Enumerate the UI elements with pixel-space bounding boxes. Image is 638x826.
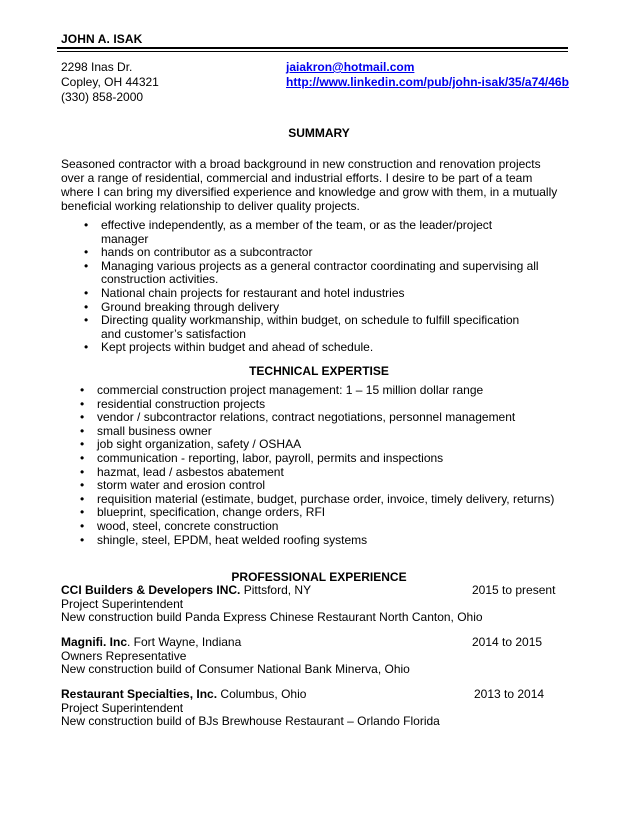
job-role: Owners Representative xyxy=(61,648,187,663)
header-divider-thin xyxy=(57,51,568,52)
phone-number: (330) 858-2000 xyxy=(61,90,144,104)
technical-bullet: • wood, steel, concrete construction xyxy=(97,520,557,534)
technical-bullet: • hazmat, lead / asbestos abatement xyxy=(97,466,557,480)
technical-bullet: • job sight organization, safety / OSHAA xyxy=(97,438,557,452)
job-entry xyxy=(61,584,561,625)
job-header xyxy=(61,584,561,598)
job-company: Magnifi. Inc xyxy=(61,635,127,649)
summary-paragraph: Seasoned contractor with a broad background in new construction and renovation projects over a range of residential, commercial and industrial efforts. I desire to be part of a team where I can bring my diversified experience and knowledge and grow with them, in a mutually beneficial working relationship to deliver quality projects. xyxy=(61,157,558,213)
linkedin-link[interactable]: http://www.linkedin.com/pub/john-isak/35/a74/46b xyxy=(286,75,569,89)
technical-bullet: • blueprint, specification, change orders, RFI xyxy=(97,506,557,520)
technical-bullet-list xyxy=(97,384,557,547)
summary-bullet: • hands on contributor as a subcontractor xyxy=(101,246,541,260)
job-dates: 2013 to 2014 xyxy=(474,687,545,701)
summary-bullet: • Kept projects within budget and ahead of schedule. xyxy=(101,341,541,355)
summary-bullet: • Managing various projects as a general contractor coordinating and supervising all construction activities. xyxy=(101,260,541,287)
job-role: Project Superintendent xyxy=(61,596,184,611)
job-location: Pittsford, NY xyxy=(240,583,312,597)
summary-bullet: • National chain projects for restaurant and hotel industries xyxy=(101,287,541,301)
job-company: CCI Builders & Developers INC. xyxy=(61,583,241,597)
technical-bullet: • requisition material (estimate, budget, purchase order, invoice, timely delivery, returns) xyxy=(97,493,557,507)
technical-bullet: • vendor / subcontractor relations, contract negotiations, personnel management xyxy=(97,411,557,425)
job-description: New construction build of Consumer National Bank Minerva, Ohio xyxy=(61,662,410,676)
contact-links-block xyxy=(286,60,569,90)
job-header xyxy=(61,688,561,702)
job-role: Project Superintendent xyxy=(61,700,184,715)
summary-bullet: • Ground breaking through delivery xyxy=(101,301,541,315)
summary-heading: SUMMARY xyxy=(288,126,350,140)
email-link[interactable]: jaiakron@hotmail.com xyxy=(286,60,415,74)
job-description: New construction build of BJs Brewhouse Restaurant – Orlando Florida xyxy=(61,714,440,728)
professional-experience-heading: PROFESSIONAL EXPERIENCE xyxy=(231,570,407,584)
technical-bullet: • storm water and erosion control xyxy=(97,479,557,493)
job-entry xyxy=(61,688,561,729)
job-company: Restaurant Specialties, Inc. xyxy=(61,687,218,701)
technical-expertise-heading: TECHNICAL EXPERTISE xyxy=(249,364,389,378)
job-location: . Fort Wayne, Indiana xyxy=(127,635,242,649)
technical-bullet: • residential construction projects xyxy=(97,398,557,412)
technical-bullet: • commercial construction project management: 1 – 15 million dollar range xyxy=(97,384,557,398)
summary-bullet: • Directing quality workmanship, within budget, on schedule to fulfill specification and customer’s satisfaction xyxy=(101,314,541,341)
job-description: New construction build Panda Express Chinese Restaurant North Canton, Ohio xyxy=(61,610,483,624)
address-line-2: Copley, OH 44321 xyxy=(61,75,159,89)
contact-address-block xyxy=(61,60,159,105)
summary-bullet-list xyxy=(101,219,541,355)
candidate-name: JOHN A. ISAK xyxy=(61,32,143,46)
technical-bullet: • small business owner xyxy=(97,425,557,439)
job-entry xyxy=(61,636,561,677)
technical-bullet: • communication - reporting, labor, payroll, permits and inspections xyxy=(97,452,557,466)
summary-bullet: • effective independently, as a member of the team, or as the leader/project manager xyxy=(101,219,541,246)
header-divider-thick xyxy=(57,47,568,49)
job-dates: 2014 to 2015 xyxy=(472,635,543,649)
job-location: Columbus, Ohio xyxy=(217,687,307,701)
technical-bullet: • shingle, steel, EPDM, heat welded roofing systems xyxy=(97,534,557,548)
job-dates: 2015 to present xyxy=(472,583,556,597)
address-line-1: 2298 Inas Dr. xyxy=(61,60,133,74)
job-header xyxy=(61,636,561,650)
